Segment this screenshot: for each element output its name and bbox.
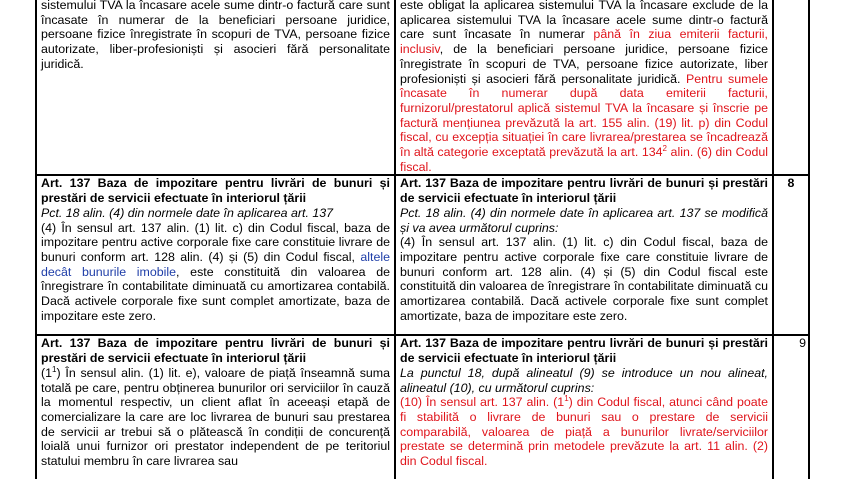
text-run: (10) În sensul art. 137 alin. (1 xyxy=(400,395,565,410)
comparison-table xyxy=(35,0,810,479)
text-run: , este constituită din valoarea de înregistrare în contabilitate diminuată cu amortizarea contabilă. Dacă activele corporale fixe sunt complet amortizate, baza de impozitare este zero. xyxy=(41,264,390,323)
text-run: , de la beneficiari persoane juridice, persoane fizice înregistrate în scopuri de TVA, persoane fizice autorizate, liber profesioniști și asocieri fără personalitate juridică. xyxy=(400,42,768,86)
text-run: ) din Codul fiscal, atunci când poate fi stabilită o livrare de bunuri sau o prestare de servicii comparabilă, valoarea de piață a bunurilor livrate/serviciilor prestate se determină prin metodele prevăzute la art. 11 alin. (2) din Codul fiscal. xyxy=(400,395,768,469)
paragraph xyxy=(41,221,390,324)
text-run: (1 xyxy=(41,365,53,380)
paragraph: (4) În sensul art. 137 alin. (1) lit. c) din Codul fiscal, baza de impozitare pentru active corporale fixe care constituie livrare de bunuri conform art. 128 alin. (4) și (5) din Codul fiscal este constituită din valoarea de înregistrare în contabilitate diminuată cu amortizarea contabilă. Dacă activele corporale fixe sunt complet amortizate, baza de impozitare este zero. xyxy=(400,235,768,323)
paragraph xyxy=(41,366,390,469)
norm-reference: Pct. 18 alin. (4) din normele date în aplicarea art. 137 xyxy=(41,205,334,220)
article-heading: Art. 137 Baza de impozitare pentru livrări de bunuri și prestări de servicii efectuate în interiorul țării xyxy=(41,336,390,366)
superscript: 2 xyxy=(662,143,667,153)
amended-paragraph xyxy=(400,395,768,469)
norm-reference: Pct. 18 alin. (4) din normele date în aplicarea art. 137 se modifică și va avea următorul cuprins: xyxy=(400,205,768,235)
paragraph: sistemului TVA la încasare acele sume dintr-o factură care sunt încasate în numerar de la beneficiari persoane juridice, persoane fizice înregistrate în scopuri de TVA, persoane fizice autorizate, liber-profesioniști și asocieri fără personalitate juridică. xyxy=(41,0,390,71)
article-heading: Art. 137 Baza de impozitare pentru livrări de bunuri și prestări de servicii efectuate în interiorul țării xyxy=(41,176,390,206)
row-number-cell: 9 xyxy=(773,335,809,479)
proposed-text-cell xyxy=(395,0,773,175)
row-number-cell: 8 xyxy=(773,175,809,335)
article-heading: Art. 137 Baza de impozitare pentru livrări de bunuri și prestări de servicii efectuate în interiorul țării xyxy=(400,336,768,366)
table-row xyxy=(36,335,809,479)
current-text-cell xyxy=(36,175,395,335)
text-run: (4) În sensul art. 137 alin. (1) lit. c) din Codul fiscal, baza de impozitare pentru active corporale fixe care constituie livrare de bunuri conform art. 128 alin. (4) și (5) din Codul fiscal, xyxy=(41,220,390,264)
norm-reference: La punctul 18, după alineatul (9) se introduce un nou alineat, alineatul (10), cu următorul cuprins: xyxy=(400,365,768,395)
current-text-cell xyxy=(36,335,395,479)
table-row xyxy=(36,0,809,175)
amended-text: până în ziua emiterii facturii, inclusiv xyxy=(400,27,768,57)
proposed-text-cell xyxy=(395,175,773,335)
current-text-cell xyxy=(36,0,395,175)
highlighted-text: altele decât bunurile imobile xyxy=(41,249,390,279)
text-run: ) În sensul alin. (1) lit. e), valoare de piață înseamnă suma totală pe care, pentru obținerea bunurilor ori serviciilor în cauză la momentul respectiv, un client aflat în aceeași etapă de comercializare la care are loc livrarea de bunuri sau prestarea de servicii ar trebui să o plătească în condiții de concurență loială unui furnizor ori prestator independent de pe teritoriul statului membru în care livrarea sau xyxy=(41,365,390,469)
proposed-text-cell xyxy=(395,335,773,479)
table-row xyxy=(36,175,809,335)
amended-text: alin. (6) din Codul fiscal. xyxy=(400,145,769,174)
article-heading: Art. 137 Baza de impozitare pentru livrări de bunuri și prestări de servicii efectuate în interiorul țării xyxy=(400,176,768,206)
amended-text: Pentru sumele încasate în numerar după data emiterii facturii, furnizorul/prestatorul aplică sistemul TVA la încasare și înscrie pe factură mențiunea prevăzută la art. 155 alin. (19) lit. p) din Codul fiscal, cu excepția situației în care livrarea/prestarea se încadrează în altă categorie exceptată prevăzută la art. 134 xyxy=(400,71,768,160)
row-number-cell xyxy=(773,0,809,175)
paragraph xyxy=(400,0,768,174)
superscript: 1 xyxy=(564,394,569,404)
superscript: 1 xyxy=(52,364,57,374)
text-run: este obligat la aplicarea sistemului TVA la încasare exclude de la aplicarea sistemului TVA la încasare acele sume dintr-o factură care sunt încasate în numerar xyxy=(400,0,768,42)
